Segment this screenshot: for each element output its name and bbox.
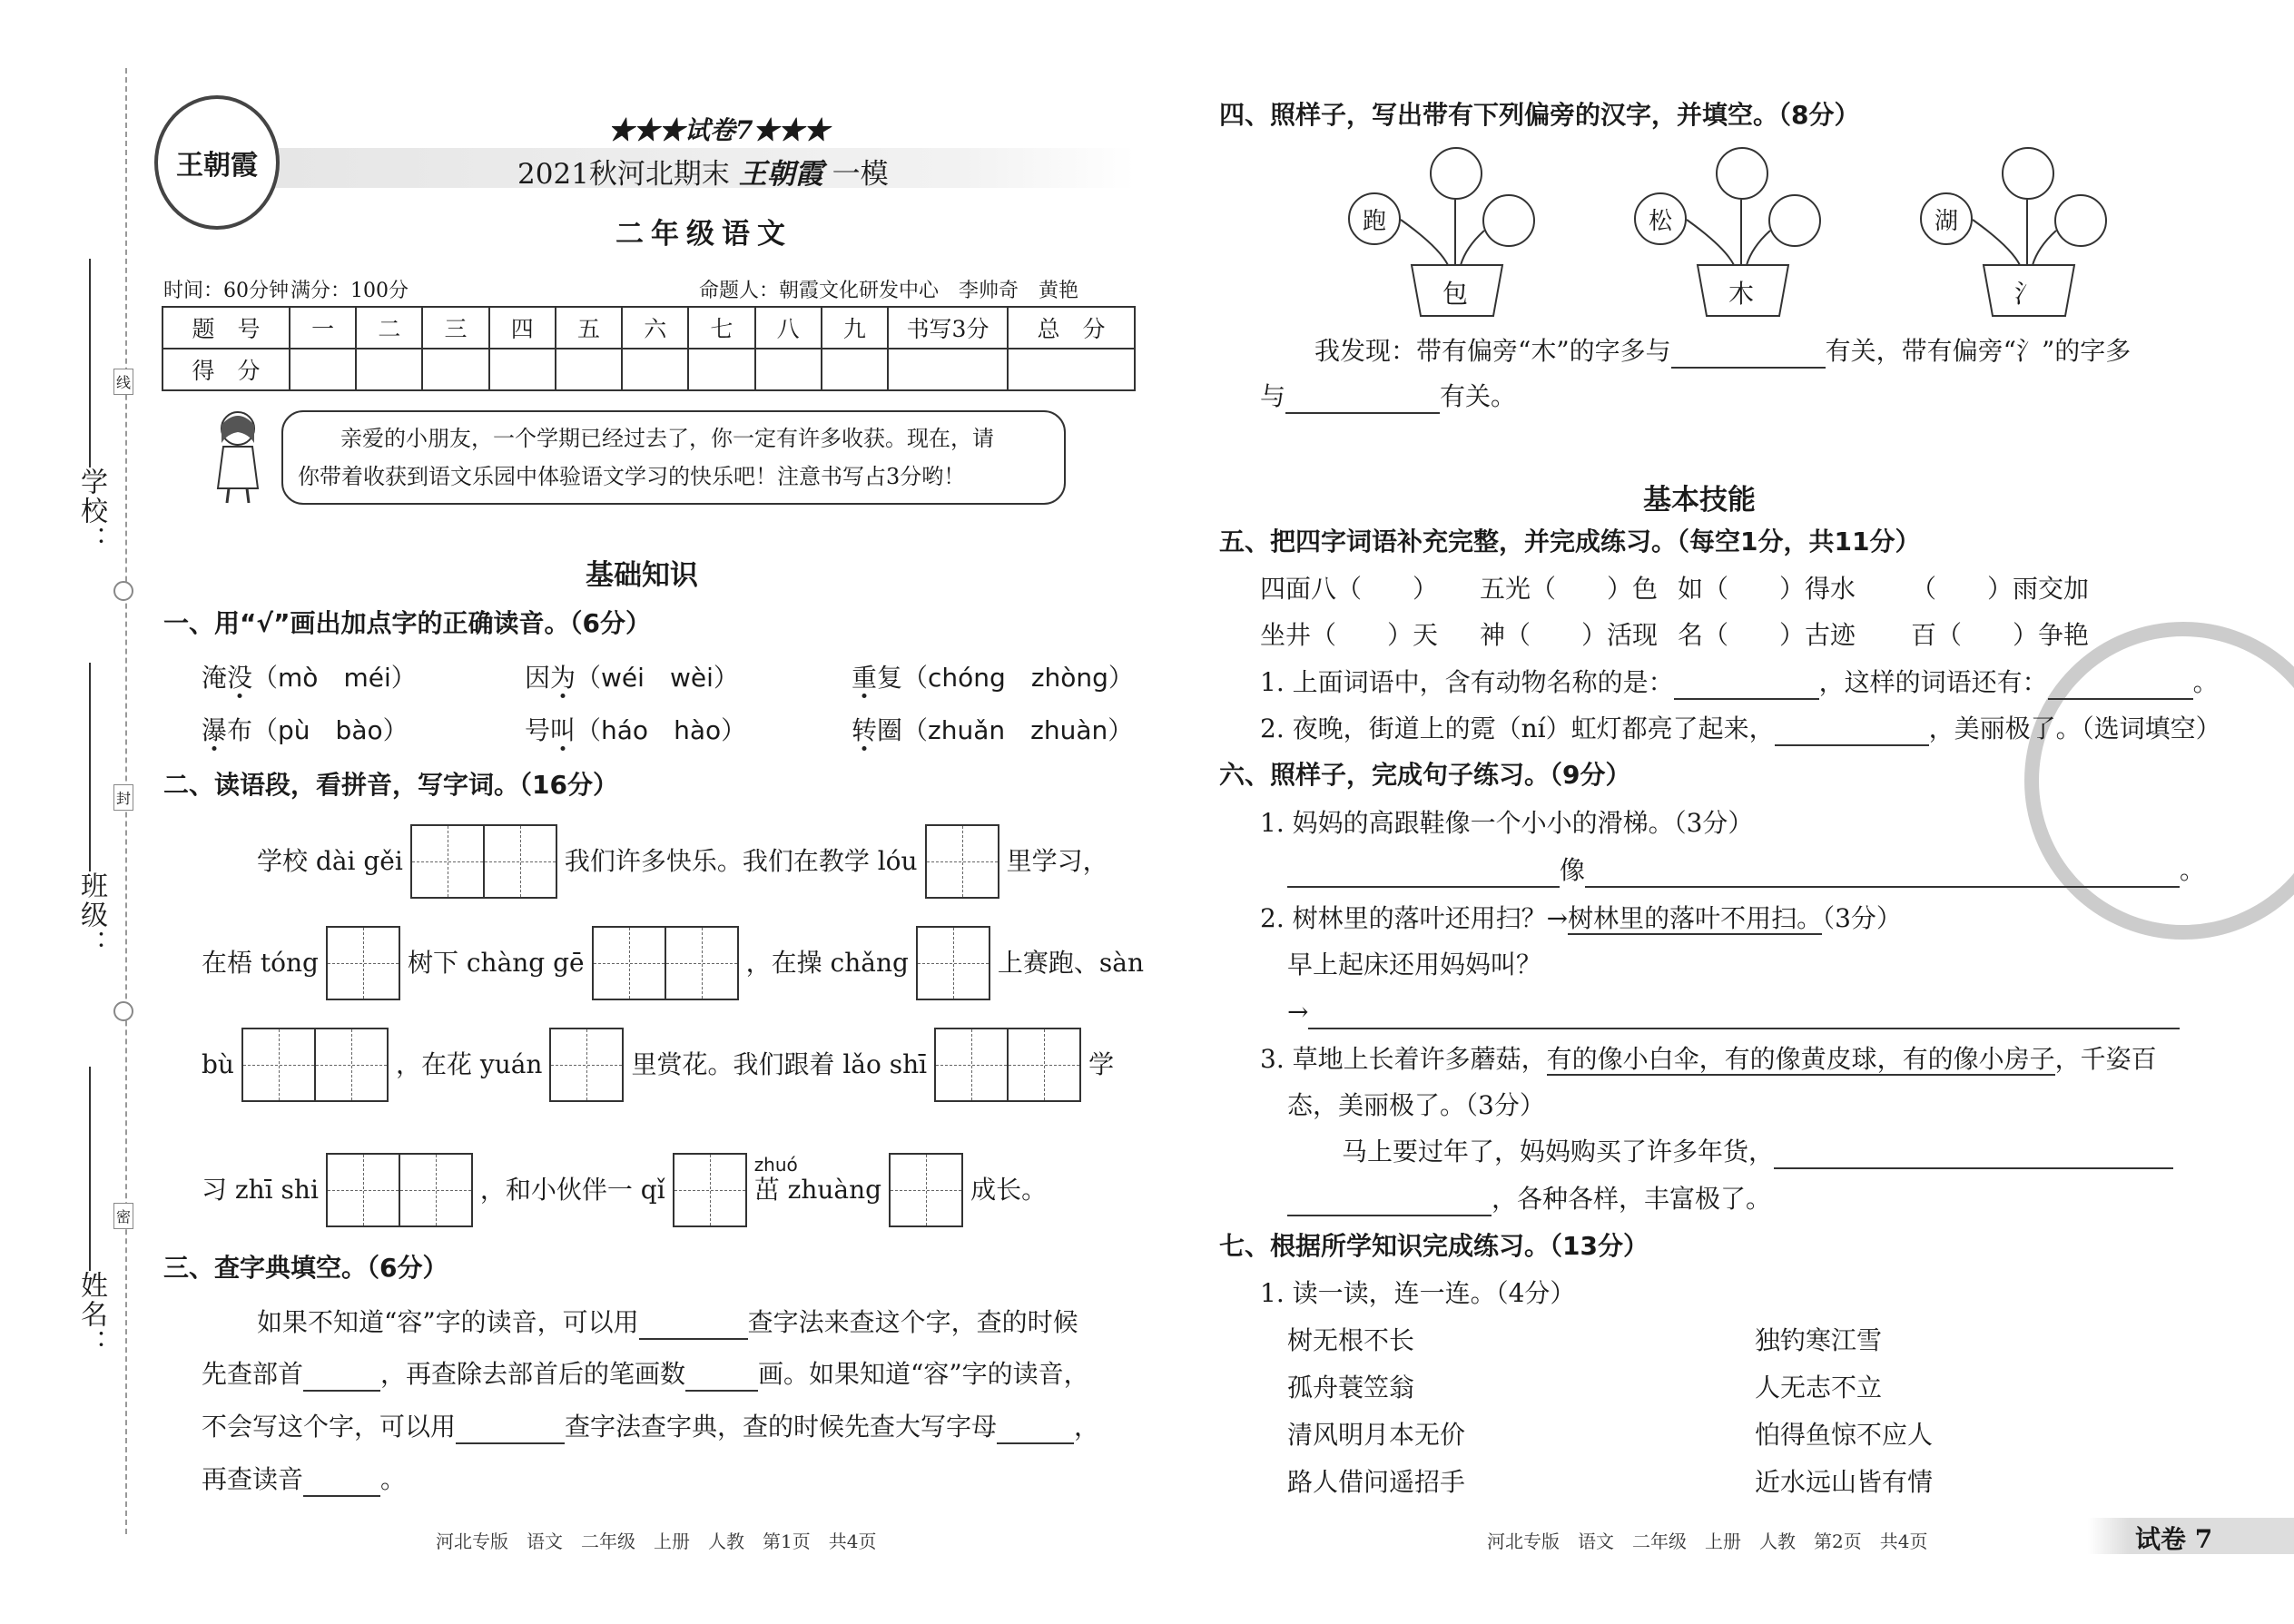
idiom-item[interactable]: 神（ ）活现 xyxy=(1480,620,1659,650)
q6-title: 六、照样子，完成句子练习。（9分） xyxy=(1219,760,1631,790)
q7-title: 七、根据所学知识完成练习。（13分） xyxy=(1219,1231,1649,1261)
score-cell-header: 九 xyxy=(822,307,888,349)
q3-title: 三、查字典填空。（6分） xyxy=(163,1253,448,1283)
answer-blank[interactable] xyxy=(1775,714,1929,746)
writing-boxes[interactable] xyxy=(326,1153,473,1227)
writing-box[interactable] xyxy=(916,926,990,1000)
score-cell-header: 题 号 xyxy=(162,307,290,349)
match-left-item[interactable]: 树无根不长 xyxy=(1287,1325,1415,1355)
q1-title: 一、用“√”画出加点字的正确读音。（6分） xyxy=(163,608,651,638)
q6-sub-3-cont: 态，美丽极了。（3分） xyxy=(1287,1090,1545,1120)
q6-sub-2-question: 早上起床还用妈妈叫？ xyxy=(1287,950,1542,979)
score-input-cell[interactable] xyxy=(290,349,356,390)
score-cell-header: 一 xyxy=(290,307,356,349)
answer-blank[interactable] xyxy=(997,1412,1074,1444)
q1-item: 号叫（háo hào） xyxy=(525,715,747,745)
q3-line-4: 再查读音 。 xyxy=(202,1464,406,1497)
q3-line-2: 先查部首 ，再查除去部首后的笔画数 画。如果知道“容”字的读音， xyxy=(202,1359,1089,1392)
writing-boxes[interactable] xyxy=(592,926,739,1000)
score-cell-header: 七 xyxy=(688,307,754,349)
writing-box[interactable] xyxy=(326,1153,400,1227)
writing-box[interactable] xyxy=(314,1028,389,1102)
writing-box[interactable] xyxy=(934,1028,1009,1102)
answer-blank[interactable] xyxy=(1287,855,1560,888)
q6-sub-3-prompt-cont: ，各种各样，丰富极了。 xyxy=(1287,1184,1771,1216)
class-field xyxy=(89,663,91,871)
exam-authors: 命题人：朝霞文化研发中心 李帅奇 黄艳 xyxy=(699,280,1079,302)
q6-sub-2: 2. 树林里的落叶还用扫？→树林里的落叶不用扫。（3分） xyxy=(1260,903,1902,933)
ruby-pinyin: zhuó xyxy=(753,1154,798,1176)
binding-ornament xyxy=(113,1001,133,1021)
writing-boxes[interactable] xyxy=(673,1153,747,1227)
match-right-item[interactable]: 怕得鱼惊不应人 xyxy=(1755,1420,1934,1450)
score-table-header-row xyxy=(162,307,1135,349)
answer-blank[interactable] xyxy=(303,1359,380,1392)
flower-pot xyxy=(1920,147,2138,320)
school-label: 学校： xyxy=(75,468,107,555)
score-input-cell[interactable] xyxy=(622,349,688,390)
answer-blank[interactable] xyxy=(1674,667,1819,700)
q4-line-1: 我发现：带有偏旁“木”的字多与 有关，带有偏旁“氵”的字多 xyxy=(1314,336,2131,369)
pot-base-char: 包 xyxy=(1442,279,1469,309)
score-cell-header: 五 xyxy=(556,307,622,349)
class-label: 班级： xyxy=(75,871,107,959)
score-input-cell[interactable] xyxy=(1008,349,1135,390)
writing-box[interactable] xyxy=(889,1153,963,1227)
footer-right: 河北专版 语文 二年级 上册 人教 第2页 共4页 xyxy=(1487,1530,1928,1552)
binding-mark-line: 线 xyxy=(113,369,133,395)
q1-item: 淹没（mò méi） xyxy=(202,663,417,693)
writing-boxes[interactable] xyxy=(916,926,990,1000)
binding-ornament xyxy=(113,581,133,601)
pot-base-char: 木 xyxy=(1728,279,1755,309)
answer-blank[interactable] xyxy=(685,1359,758,1392)
idiom-item[interactable]: 百（ ）争艳 xyxy=(1911,620,2090,650)
answer-blank[interactable] xyxy=(1585,855,2180,888)
writing-box[interactable] xyxy=(241,1028,316,1102)
q2-line-4: 习 zhī shi ，和小伙伴一 qǐ zhuó 茁 zhuàng 成长。 xyxy=(202,1153,1047,1227)
match-left-item[interactable]: 孤舟蓑笠翁 xyxy=(1287,1373,1415,1403)
girl-illustration xyxy=(207,407,269,505)
writing-boxes[interactable] xyxy=(925,824,999,899)
greeting-line-2: 你带着收获到语文乐园中体验语文学习的快乐吧！注意书写占3分哟！ xyxy=(298,464,966,489)
name-label: 姓名： xyxy=(75,1271,107,1358)
writing-boxes[interactable] xyxy=(410,824,557,899)
score-cell-header: 六 xyxy=(622,307,688,349)
score-cell-header: 三 xyxy=(422,307,488,349)
match-right-item[interactable]: 人无志不立 xyxy=(1755,1373,1883,1403)
q2-line-1: 学校 dài gěi 我们许多快乐。我们在教学 lóu 里学习， xyxy=(257,824,1108,899)
answer-blank[interactable] xyxy=(1287,1184,1492,1216)
score-table-score-row xyxy=(162,349,1135,390)
q1-item: 转圈（zhuǎn zhuàn） xyxy=(852,715,1134,745)
writing-box[interactable] xyxy=(592,926,666,1000)
writing-box[interactable] xyxy=(410,824,485,899)
score-input-cell[interactable] xyxy=(422,349,488,390)
match-right-item[interactable]: 独钓寒江雪 xyxy=(1755,1325,1883,1355)
score-cell-header: 四 xyxy=(489,307,556,349)
answer-blank[interactable] xyxy=(303,1464,380,1497)
flower-pot xyxy=(1348,147,1566,320)
footer-tag: 试卷 7 xyxy=(2135,1524,2213,1554)
score-cell-header: 二 xyxy=(356,307,422,349)
score-input-cell[interactable] xyxy=(888,349,1008,390)
subject-title: 二年级语文 xyxy=(615,218,793,251)
score-table xyxy=(162,306,1136,391)
q2-title: 二、读语段，看拼音，写字词。（16分） xyxy=(163,770,618,800)
answer-blank[interactable] xyxy=(2048,667,2193,700)
answer-blank[interactable] xyxy=(456,1412,565,1444)
q5-sub-1: 1. 上面词语中，含有动物名称的是： ，这样的词语还有： 。 xyxy=(1260,667,2219,700)
q1-item: 瀑布（pù bào） xyxy=(202,715,409,745)
greeting-line-1: 亲爱的小朋友，一个学期已经过去了，你一定有许多收获。现在，请 xyxy=(340,426,994,451)
idiom-item[interactable]: 如（ ）得水 xyxy=(1678,574,1856,604)
q7-sub-1: 1. 读一读，连一连。（4分） xyxy=(1260,1278,1576,1308)
score-input-cell[interactable] xyxy=(755,349,822,390)
answer-blank[interactable] xyxy=(1308,997,2180,1029)
q2-line-3: bù ，在花 yuán 里赏花。我们跟着 lǎo shī 学 xyxy=(202,1028,1114,1102)
q1-item: 因为（wéi wèi） xyxy=(525,663,739,693)
flower-head-sample: 松 xyxy=(1634,192,1687,245)
score-input-cell[interactable] xyxy=(688,349,754,390)
score-row-label: 得 分 xyxy=(162,349,290,390)
idiom-item[interactable]: 五光（ ）色 xyxy=(1480,574,1659,604)
score-input-cell[interactable] xyxy=(556,349,622,390)
writing-boxes[interactable] xyxy=(326,926,400,1000)
writing-boxes[interactable] xyxy=(241,1028,389,1102)
flower-head-sample: 跑 xyxy=(1348,192,1401,245)
writing-boxes[interactable] xyxy=(889,1153,963,1227)
score-input-cell[interactable] xyxy=(822,349,888,390)
q4-line-2: 与 有关。 xyxy=(1260,381,1516,414)
school-field xyxy=(89,259,91,468)
idiom-item[interactable]: 名（ ）古迹 xyxy=(1678,620,1856,650)
binding-mark-secret: 密 xyxy=(113,1203,133,1229)
exam-title: 2021秋河北期末 王朝霞 一模 xyxy=(517,158,889,191)
name-field xyxy=(89,1067,91,1271)
q3-line-1: 如果不知道“容”字的读音，可以用 查字法来查这个字，查的时候 xyxy=(257,1307,1078,1340)
idiom-item[interactable]: （ ）雨交加 xyxy=(1911,574,2090,604)
series-label: ★★★试卷7★★★ xyxy=(608,115,830,145)
score-input-cell[interactable] xyxy=(356,349,422,390)
writing-boxes[interactable] xyxy=(934,1028,1081,1102)
score-input-cell[interactable] xyxy=(489,349,556,390)
idiom-item[interactable]: 四面八（ ） xyxy=(1260,574,1439,604)
q4-title: 四、照样子，写出带有下列偏旁的汉字，并填空。（8分） xyxy=(1219,100,1860,130)
flower-head-sample: 湖 xyxy=(1920,192,1973,245)
q5-sub-2: 2. 夜晚，街道上的霓（ní）虹灯都亮了起来， ，美丽极了。（选词填空） xyxy=(1260,714,2221,746)
answer-blank[interactable] xyxy=(1774,1137,2173,1169)
footer-left: 河北专版 语文 二年级 上册 人教 第1页 共4页 xyxy=(436,1530,877,1552)
answer-blank[interactable] xyxy=(1285,381,1440,414)
q6-sub-3-prompt: 马上要过年了，妈妈购买了许多年货， xyxy=(1342,1137,2173,1169)
q6-sub-2-answer: → xyxy=(1287,997,2180,1029)
writing-box[interactable] xyxy=(483,824,557,899)
writing-boxes[interactable] xyxy=(549,1028,624,1102)
binding-mark-seal: 封 xyxy=(113,784,133,811)
exam-time: 时间：60分钟 xyxy=(163,280,289,302)
match-left-item[interactable]: 清风明月本无价 xyxy=(1287,1420,1466,1450)
exam-full-score: 满分：100分 xyxy=(290,280,409,302)
score-cell-header: 八 xyxy=(755,307,822,349)
answer-blank[interactable] xyxy=(1671,336,1826,369)
idiom-item[interactable]: 坐井（ ）天 xyxy=(1260,620,1439,650)
writing-box[interactable] xyxy=(665,926,739,1000)
q5-title: 五、把四字词语补充完整，并完成练习。（每空1分，共11分） xyxy=(1219,527,1921,556)
writing-box[interactable] xyxy=(925,824,999,899)
section-basic-title: 基础知识 xyxy=(586,559,698,592)
q2-line-2: 在梧 tóng 树下 chàng gē ，在操 chǎng 上赛跑、sàn xyxy=(202,926,1144,1000)
writing-box[interactable] xyxy=(549,1028,624,1102)
pot-base-char: 氵 xyxy=(2014,279,2041,309)
q3-line-3: 不会写这个字，可以用 查字法查字典，查的时候先查大写字母 ， xyxy=(202,1412,1099,1444)
ruby-word: zhuó 茁 zhuàng xyxy=(754,1175,881,1206)
writing-box[interactable] xyxy=(1007,1028,1081,1102)
match-right-item[interactable]: 近水远山皆有情 xyxy=(1755,1467,1934,1497)
answer-blank[interactable] xyxy=(639,1307,748,1340)
match-left-item[interactable]: 路人借问遥招手 xyxy=(1287,1467,1466,1497)
writing-box[interactable] xyxy=(673,1153,747,1227)
q6-sub-1-answer: 像 。 xyxy=(1287,855,2205,888)
q6-sub-1: 1. 妈妈的高跟鞋像一个小小的滑梯。（3分） xyxy=(1260,808,1754,838)
writing-box[interactable] xyxy=(399,1153,473,1227)
score-cell-header: 总 分 xyxy=(1008,307,1135,349)
q6-sub-3: 3. 草地上长着许多蘑菇，有的像小白伞，有的像黄皮球，有的像小房子，千姿百 xyxy=(1260,1044,2157,1074)
section-skill-title: 基本技能 xyxy=(1643,484,1756,517)
score-cell-header: 书写3分 xyxy=(888,307,1008,349)
brand-logo xyxy=(154,95,280,230)
writing-box[interactable] xyxy=(326,926,400,1000)
q1-item: 重复（chóng zhòng） xyxy=(852,663,1134,693)
logo-text: 王朝霞 xyxy=(176,150,258,182)
flower-pot xyxy=(1634,147,1852,320)
